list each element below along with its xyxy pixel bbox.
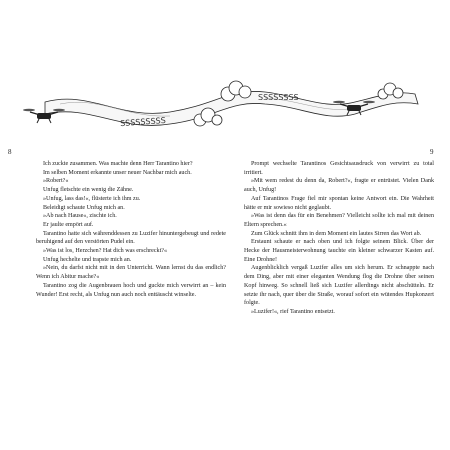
left-page-text — [36, 160, 226, 299]
paragraph: Erstaunt schaute er nach oben und ich folgte seinem Blick. Über der Hecke der Hausmeisterwohnung tauchte ein kleiner schwarzer Kasten auf. Eine Drohne! — [244, 239, 434, 263]
trail-text-right: SSSSSSSS — [258, 93, 299, 102]
paragraph: »Unfug, lass das!«, flüsterte ich ihm zu. — [43, 195, 141, 202]
paragraph: Auf Tarantinos Frage fiel mir spontan keine Antwort ein. Die Wahrheit hätte er mir sowieso nicht geglaubt. — [244, 195, 434, 211]
drone-chase-illustration — [0, 60, 450, 150]
paragraph: Er jaulte empört auf. — [43, 221, 94, 228]
paragraph: Zum Glück schnitt ihm in dem Moment ein lautes Sirren das Wort ab. — [251, 230, 422, 237]
drone-icon — [23, 109, 65, 123]
paragraph: Unfug hechelte und trapste mich an. — [43, 256, 132, 263]
paragraph: Ich zuckte zusammen. Was machte denn Herr Tarantino hier? — [43, 161, 193, 167]
paragraph: Tarantino hatte sich währenddessen zu Luzifer hinuntergebeugt und redete beruhigend auf den verstörten Pudel ein. — [36, 230, 226, 246]
paragraph: Augenblicklich vergaß Luzifer alles um sich herum. Er schnappte nach dem Ding, aber mit einer eleganten Wendung flog die Drohne über seinen Kopf hinweg. So schnell ließ sich Luzifer allerdings nicht abschütteln. Er setzte ihr nach, quer über die Straße, worauf sofort ein wütendes Hupkonzert folgte. — [244, 265, 434, 307]
paragraph: Im selben Moment erkannte unser neuer Nachbar mich auch. — [43, 169, 192, 176]
paragraph: »Mit wem redest du denn da, Robert?«, fragte er entrüstet. Vielen Dank auch, Unfug! — [244, 178, 434, 194]
page-number-left: 8 — [8, 148, 12, 156]
paragraph: »Ab nach Hause«, zischte ich. — [43, 213, 117, 220]
paragraph: Tarantino zog die Augenbrauen hoch und guckte mich verwirrt an – kein Wunder! Erst recht, als Unfug nun auch noch enttäuscht winselte. — [36, 282, 226, 298]
paragraph: »Nein, du darfst nicht mit in den Unterricht. Wann lernst du das endlich? Wenn ich Abitur mache?« — [36, 265, 226, 281]
paragraph: Unfug fletschte ein wenig die Zähne. — [43, 187, 134, 194]
paragraph: Prompt wechselte Tarantinos Gesichtsausdruck von verwirrt zu total irritiert. — [244, 161, 434, 176]
trail-text-left: SSSSSSSSS — [119, 115, 167, 129]
paragraph: »Robert?« — [43, 178, 69, 185]
page-number-right: 9 — [430, 148, 434, 156]
paragraph: Beleidigt schaute Unfug mich an. — [43, 204, 125, 211]
right-page-text — [244, 160, 434, 317]
paragraph: »Was ist denn das für ein Benehmen? Vielleicht sollte ich mal mit deinen Eltern sprechen.« — [244, 213, 434, 228]
paragraph: »Luzifer!«, rief Tarantino entsetzt. — [251, 308, 335, 315]
paragraph: »Was ist los, Herzchen? Hat dich was erschreckt?« — [43, 248, 168, 255]
